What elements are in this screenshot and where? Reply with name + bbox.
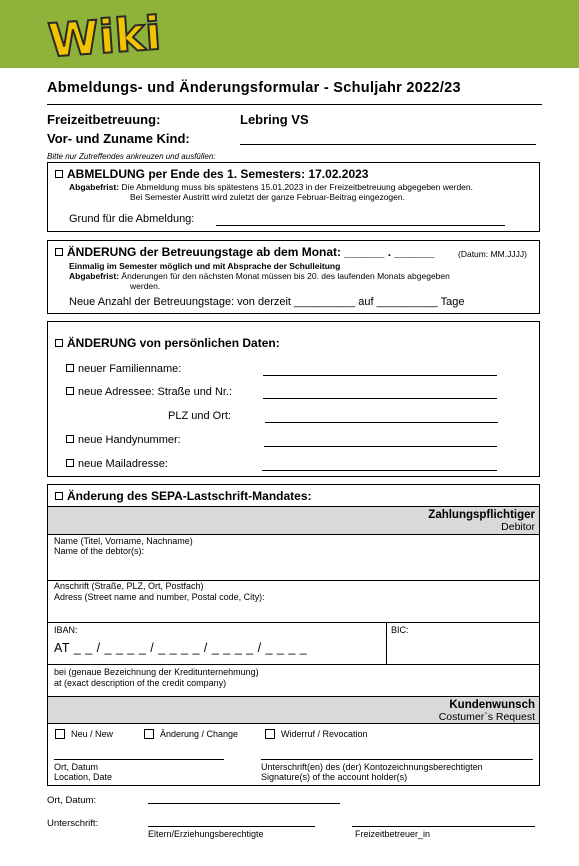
new-phone-field[interactable]: [264, 446, 497, 447]
sepa-checkbox[interactable]: [55, 492, 63, 500]
staff-signature-caption: Freizeitbetreuer_in: [355, 829, 431, 839]
option-new-checkbox[interactable]: [55, 729, 65, 739]
wiki-logo: [46, 5, 163, 69]
personal-data-title: ÄNDERUNG von persönlichen Daten:: [55, 336, 280, 350]
care-days-checkbox[interactable]: [55, 248, 63, 256]
iban-bic-divider: [386, 622, 387, 664]
title-divider: [47, 104, 542, 105]
parent-signature-caption: Eltern/Erziehungsberechtigte: [148, 829, 264, 839]
option-new: Neu / New: [55, 729, 113, 740]
reason-field[interactable]: [216, 225, 505, 226]
staff-signature-field[interactable]: [352, 826, 535, 827]
new-surname-item: neuer Familienname:: [66, 363, 181, 375]
footer-place-date-field[interactable]: [148, 803, 340, 804]
footer-signature-label: Unterschrift:: [47, 818, 99, 829]
date-format-hint: (Datum: MM.JJJJ): [458, 249, 527, 259]
new-phone-item: neue Handynummer:: [66, 434, 181, 446]
request-label: Kundenwunsch: [449, 699, 535, 711]
new-email-item: neue Mailadresse:: [66, 458, 168, 470]
name-label-en: Name of the debtor(s):: [54, 546, 145, 556]
new-surname-checkbox[interactable]: [66, 364, 74, 372]
option-revoke: Widerruf / Revocation: [265, 729, 368, 740]
place-date-label-en: Location, Date: [54, 772, 113, 782]
sepa-place-date-field[interactable]: [54, 759, 224, 760]
iban-label: IBAN:: [54, 625, 78, 635]
iban-row-bottom: [47, 664, 540, 665]
care-value: Lebring VS: [240, 112, 309, 127]
deregistration-note: Bei Semester Austritt wird zuletzt der ganze Februar-Beitrag eingezogen.: [130, 192, 405, 202]
deregistration-checkbox[interactable]: [55, 170, 63, 178]
debtor-label: Debitor: [501, 521, 535, 533]
new-street-field[interactable]: [263, 398, 497, 399]
new-surname-field[interactable]: [263, 375, 497, 376]
address-label-en: Adress (Street name and number, Postal code, City):: [54, 592, 265, 602]
option-change-checkbox[interactable]: [144, 729, 154, 739]
care-days-count: Neue Anzahl der Betreuungstage: von derzeit __________ auf __________ Tage: [69, 296, 465, 308]
new-email-checkbox[interactable]: [66, 459, 74, 467]
option-change: Änderung / Change: [144, 729, 238, 740]
care-days-title: ÄNDERUNG der Betreuungstage ab dem Monat: ______ . ______: [55, 245, 434, 259]
personal-data-checkbox[interactable]: [55, 339, 63, 347]
zip-city-label: PLZ und Ort:: [168, 410, 231, 422]
page-title: Abmeldungs- und Änderungsformular - Schuljahr 2022/23: [47, 80, 461, 96]
zip-city-field[interactable]: [265, 422, 498, 423]
new-address-item: neue Adressee: Straße und Nr.:: [66, 386, 232, 398]
sepa-signature-field[interactable]: [261, 759, 533, 760]
reason-label: Grund für die Abmeldung:: [69, 213, 195, 225]
care-days-deadline: Abgabefrist: Änderungen für den nächsten Monat müssen bis 20. des laufenden Monats abgegeben: [69, 271, 450, 281]
deregistration-deadline: Abgabefrist: Die Abmeldung muss bis spätestens 15.01.2023 in der Freizeitbetreuung abgegeben werden.: [69, 182, 473, 192]
new-phone-checkbox[interactable]: [66, 435, 74, 443]
bank-label-en: at (exact description of the credit company): [54, 678, 227, 688]
child-name-field[interactable]: [240, 144, 536, 145]
child-name-label: Vor- und Zuname Kind:: [47, 131, 190, 146]
signature-label-en: Signature(s) of the account holder(s): [261, 772, 408, 782]
signature-label-de: Unterschrift(en) des (der) Kontozeichnungsberechtigten: [261, 762, 483, 772]
new-address-checkbox[interactable]: [66, 387, 74, 395]
iban-field[interactable]: AT _ _ / _ _ _ _ / _ _ _ _ / _ _ _ _ / _ _ _ _: [54, 641, 308, 655]
svg-text:Wiki: Wiki: [46, 5, 163, 68]
payer-divider: [47, 534, 540, 535]
footer-place-date-label: Ort, Datum:: [47, 795, 97, 806]
option-revoke-checkbox[interactable]: [265, 729, 275, 739]
request-label-en: Costumer`s Request: [438, 711, 535, 723]
care-label: Freizeitbetreuung:: [47, 112, 161, 127]
care-days-deadline-cont: werden.: [130, 281, 161, 291]
place-date-label-de: Ort, Datum: [54, 762, 99, 772]
once-per-semester-note: Einmalig im Semester möglich und mit Absprache der Schulleitung: [69, 261, 341, 271]
parent-signature-field[interactable]: [148, 826, 315, 827]
name-label-de: Name (Titel, Vorname, Nachname): [54, 536, 193, 546]
request-divider: [47, 723, 540, 724]
bank-label-de: bei (genaue Bezeichnung der Kreditunternehmung): [54, 667, 259, 677]
new-email-field[interactable]: [262, 470, 497, 471]
instruction-hint: Bitte nur Zutreffendes ankreuzen und ausfüllen:: [47, 152, 216, 161]
deregistration-title: ABMELDUNG per Ende des 1. Semesters: 17.02.2023: [55, 167, 368, 181]
sepa-title: Änderung des SEPA-Lastschrift-Mandates:: [55, 489, 312, 503]
payer-label: Zahlungspflichtiger: [428, 509, 535, 521]
bic-label: BIC:: [391, 625, 409, 635]
address-label-de: Anschrift (Straße, PLZ, Ort, Postfach): [54, 581, 204, 591]
address-field[interactable]: [47, 622, 540, 623]
